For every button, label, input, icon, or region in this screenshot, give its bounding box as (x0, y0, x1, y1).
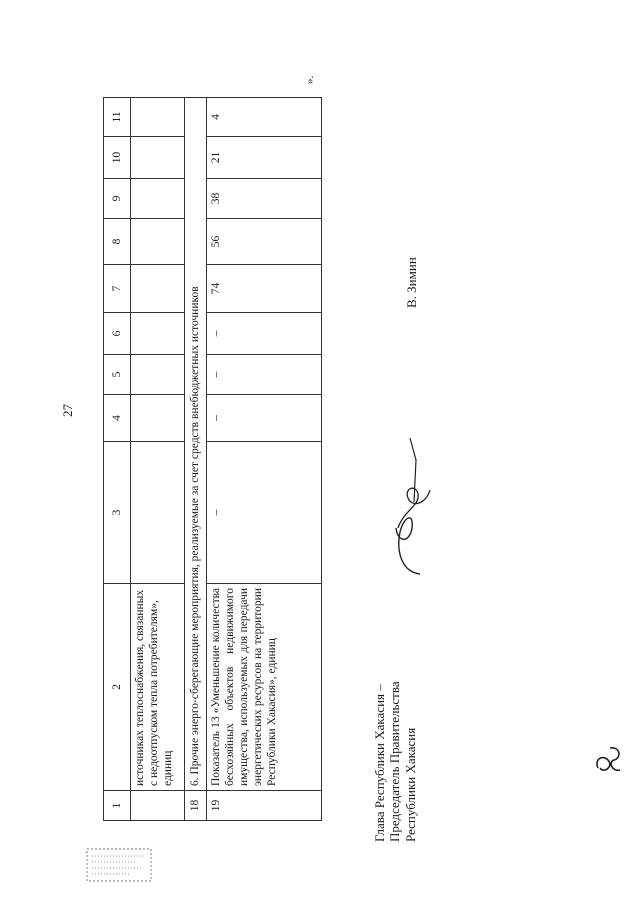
table-row-continued (131, 98, 185, 821)
header-cell-9: 9 (104, 179, 131, 219)
signature-title-line: Председатель Правительства (387, 681, 403, 842)
registration-stamp (86, 848, 152, 882)
signature-title-line: Глава Республики Хакасия – (372, 684, 387, 842)
header-cell-5: 5 (104, 355, 131, 395)
row-description-cell: источниках теплоснабжения, связанных с недоотпуском тепла потребителям», единиц (131, 584, 185, 791)
header-cell-7: 7 (104, 265, 131, 313)
value-cell-3: – (207, 442, 322, 584)
empty-cell (131, 395, 185, 442)
signatory-name: В. Зимин (404, 257, 419, 308)
row-number-cell (131, 791, 185, 821)
empty-cell (131, 137, 185, 179)
rotated-table-container (103, 98, 322, 821)
header-row (104, 98, 131, 821)
value-cell-10: 21 (207, 137, 322, 179)
header-cell-2: 2 (104, 584, 131, 791)
empty-cell (131, 265, 185, 313)
value-cell-11: 4 (207, 98, 322, 137)
value-cell-7: 74 (207, 265, 322, 313)
section-title-cell: 6. Прочие энерго-сберегающие мероприятия, реализуемые за счет средств внебюджетных источников (185, 98, 207, 791)
header-cell-4: 4 (104, 395, 131, 442)
header-cell-3: 3 (104, 442, 131, 584)
header-cell-1: 1 (104, 791, 131, 821)
header-cell-6: 6 (104, 313, 131, 355)
signature-title-line: Республики Хакасия (402, 727, 418, 842)
empty-cell (131, 179, 185, 219)
empty-cell (131, 313, 185, 355)
empty-cell (131, 98, 185, 137)
closing-quote: ». (304, 75, 316, 84)
value-cell-4: – (207, 395, 322, 442)
value-cell-6: – (207, 313, 322, 355)
header-cell-10: 10 (104, 137, 131, 179)
table-row-section (185, 98, 207, 821)
row-description-cell: Показатель 13 «Уменьшение количества бесхозяйных объектов недвижимого имущества, используемых для передачи энергетических ресурсов на территории Республики Хакасия», единиц (207, 584, 322, 791)
indicators-table (103, 97, 322, 821)
value-cell-9: 38 (207, 179, 322, 219)
handwritten-signature (390, 432, 440, 582)
value-cell-8: 56 (207, 219, 322, 265)
empty-cell (131, 355, 185, 395)
header-cell-11: 11 (104, 98, 131, 137)
table-row-19 (207, 98, 322, 821)
row-number-cell: 19 (207, 791, 322, 821)
header-cell-8: 8 (104, 219, 131, 265)
page-number: 27 (60, 404, 75, 417)
handwritten-initials (592, 738, 626, 782)
empty-cell (131, 219, 185, 265)
value-cell-5: – (207, 355, 322, 395)
signature-title-block (372, 681, 418, 842)
row-number-cell: 18 (185, 791, 207, 821)
empty-cell (131, 442, 185, 584)
